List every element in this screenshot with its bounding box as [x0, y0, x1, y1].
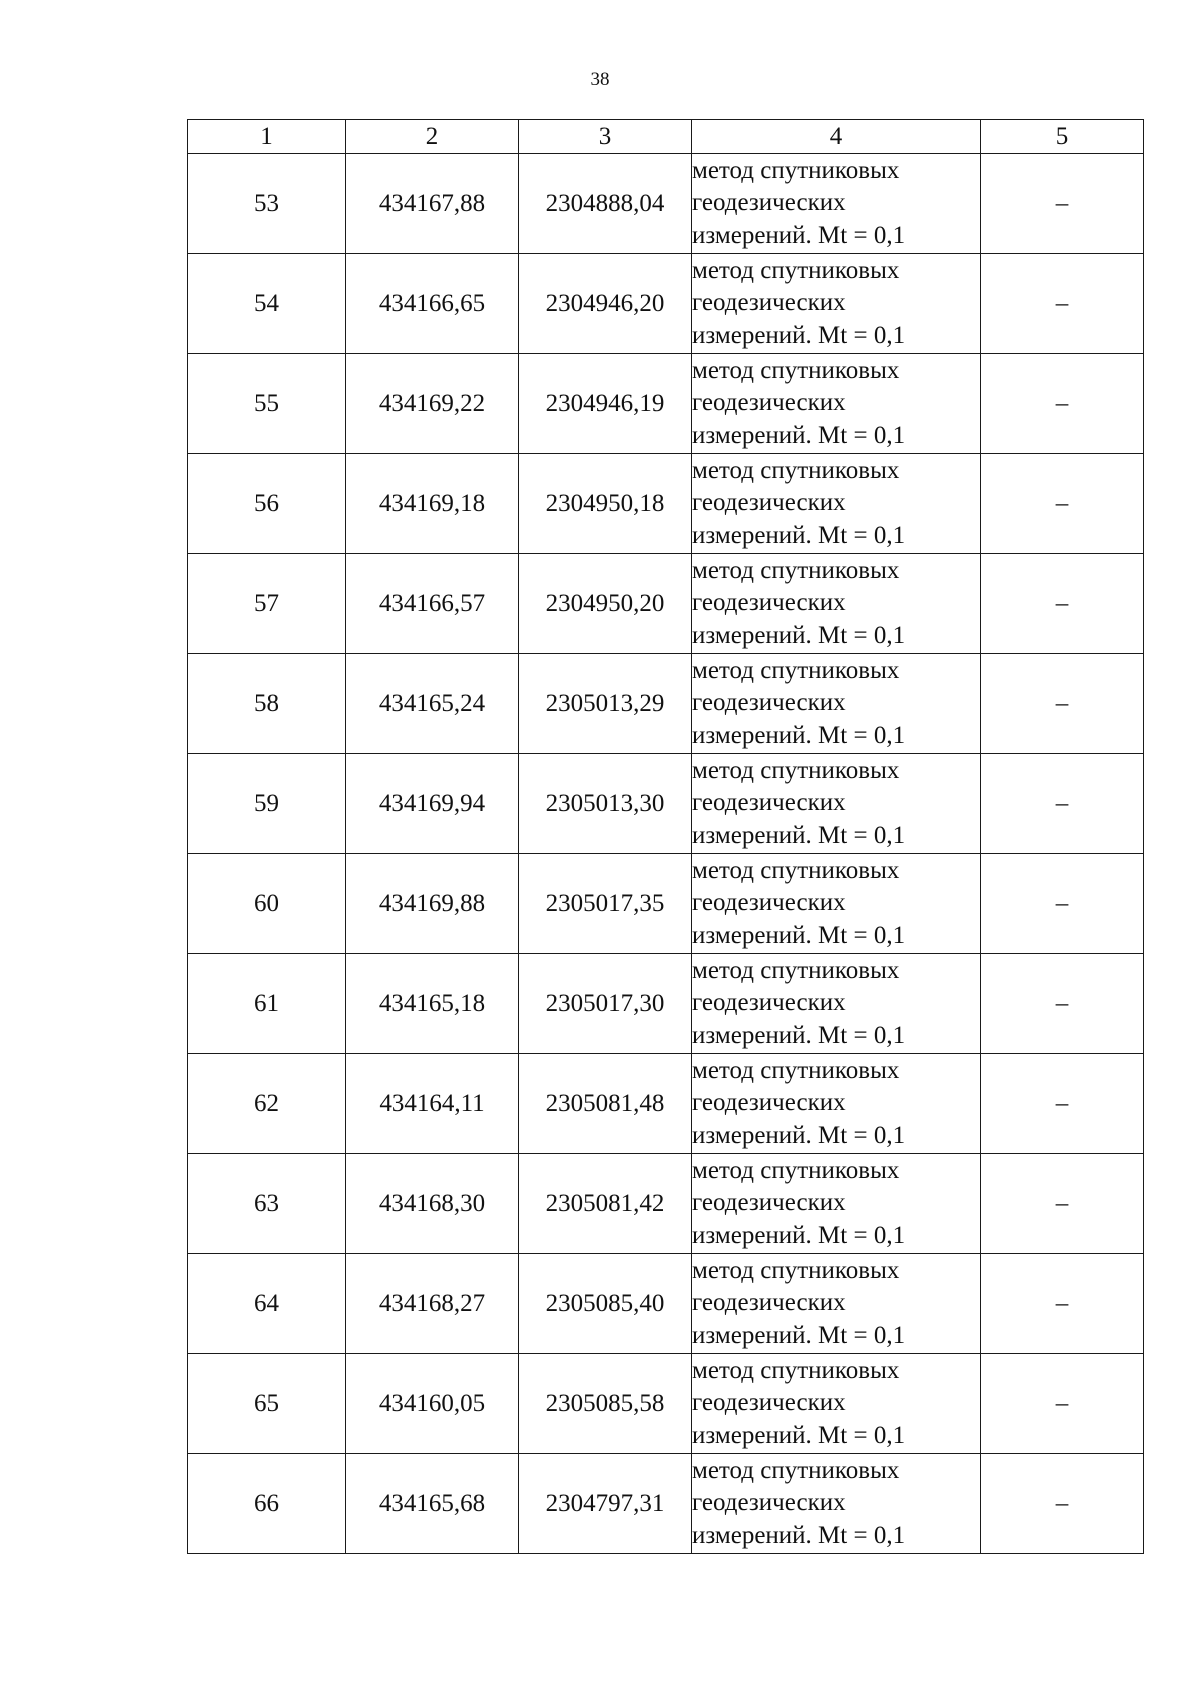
- x-coordinate-cell: 434168,27: [346, 1254, 519, 1354]
- method-cell: [692, 1254, 981, 1354]
- extra-cell: –: [981, 654, 1144, 754]
- method-line: геодезических: [692, 789, 846, 817]
- x-coordinate-cell: 434160,05: [346, 1354, 519, 1454]
- method-cell: [692, 1354, 981, 1454]
- method-cell: [692, 454, 981, 554]
- method-line: измерений. Mt = 0,1: [692, 621, 906, 649]
- y-coordinate-cell: 2305085,58: [519, 1354, 692, 1454]
- method-cell: [692, 354, 981, 454]
- y-coordinate-cell: 2304797,31: [519, 1454, 692, 1554]
- method-cell: [692, 754, 981, 854]
- method-line: геодезических: [692, 689, 846, 717]
- y-coordinate-cell: 2305081,48: [519, 1054, 692, 1154]
- point-number-cell: 53: [188, 154, 346, 254]
- extra-cell: –: [981, 954, 1144, 1054]
- method-line: метод спутниковых: [692, 256, 900, 284]
- method-line: геодезических: [692, 1489, 846, 1517]
- method-line: геодезических: [692, 589, 846, 617]
- method-cell: [692, 154, 981, 254]
- y-coordinate-cell: 2304888,04: [519, 154, 692, 254]
- point-number-cell: 64: [188, 1254, 346, 1354]
- method-line: геодезических: [692, 289, 846, 317]
- x-coordinate-cell: 434166,57: [346, 554, 519, 654]
- method-line: метод спутниковых: [692, 756, 900, 784]
- table-row: [188, 754, 1144, 854]
- column-header-4: 4: [692, 120, 981, 154]
- method-line: геодезических: [692, 389, 846, 417]
- table-body: [188, 154, 1144, 1554]
- extra-cell: –: [981, 1454, 1144, 1554]
- point-number-cell: 57: [188, 554, 346, 654]
- method-line: метод спутниковых: [692, 356, 900, 384]
- table-row: [188, 154, 1144, 254]
- point-number-cell: 62: [188, 1054, 346, 1154]
- x-coordinate-cell: 434169,18: [346, 454, 519, 554]
- y-coordinate-cell: 2305017,30: [519, 954, 692, 1054]
- method-line: измерений. Mt = 0,1: [692, 1421, 906, 1449]
- method-line: измерений. Mt = 0,1: [692, 221, 906, 249]
- point-number-cell: 56: [188, 454, 346, 554]
- method-line: метод спутниковых: [692, 1356, 900, 1384]
- method-line: метод спутниковых: [692, 456, 900, 484]
- method-line: геодезических: [692, 1289, 846, 1317]
- extra-cell: –: [981, 454, 1144, 554]
- method-line: геодезических: [692, 1089, 846, 1117]
- extra-cell: –: [981, 354, 1144, 454]
- column-header-2: 2: [346, 120, 519, 154]
- method-cell: [692, 254, 981, 354]
- method-line: метод спутниковых: [692, 556, 900, 584]
- point-number-cell: 59: [188, 754, 346, 854]
- method-line: геодезических: [692, 989, 846, 1017]
- extra-cell: –: [981, 854, 1144, 954]
- x-coordinate-cell: 434169,88: [346, 854, 519, 954]
- y-coordinate-cell: 2305013,29: [519, 654, 692, 754]
- x-coordinate-cell: 434167,88: [346, 154, 519, 254]
- table-row: [188, 1054, 1144, 1154]
- method-cell: [692, 954, 981, 1054]
- page-number: 38: [590, 69, 610, 90]
- method-line: метод спутниковых: [692, 1456, 900, 1484]
- point-number-cell: 63: [188, 1154, 346, 1254]
- method-line: измерений. Mt = 0,1: [692, 921, 906, 949]
- method-cell: [692, 854, 981, 954]
- x-coordinate-cell: 434165,68: [346, 1454, 519, 1554]
- column-header-3: 3: [519, 120, 692, 154]
- x-coordinate-cell: 434166,65: [346, 254, 519, 354]
- y-coordinate-cell: 2305085,40: [519, 1254, 692, 1354]
- y-coordinate-cell: 2304950,20: [519, 554, 692, 654]
- point-number-cell: 66: [188, 1454, 346, 1554]
- table-header-row: [188, 120, 1144, 154]
- table-row: [188, 1254, 1144, 1354]
- method-line: измерений. Mt = 0,1: [692, 421, 906, 449]
- method-line: метод спутниковых: [692, 856, 900, 884]
- y-coordinate-cell: 2304950,18: [519, 454, 692, 554]
- y-coordinate-cell: 2304946,20: [519, 254, 692, 354]
- method-line: измерений. Mt = 0,1: [692, 1121, 906, 1149]
- method-line: измерений. Mt = 0,1: [692, 721, 906, 749]
- method-cell: [692, 1454, 981, 1554]
- x-coordinate-cell: 434169,94: [346, 754, 519, 854]
- method-line: измерений. Mt = 0,1: [692, 821, 906, 849]
- point-number-cell: 65: [188, 1354, 346, 1454]
- method-line: измерений. Mt = 0,1: [692, 1321, 906, 1349]
- table-row: [188, 354, 1144, 454]
- method-line: метод спутниковых: [692, 156, 900, 184]
- extra-cell: –: [981, 1154, 1144, 1254]
- x-coordinate-cell: 434169,22: [346, 354, 519, 454]
- extra-cell: –: [981, 554, 1144, 654]
- method-line: измерений. Mt = 0,1: [692, 1021, 906, 1049]
- table-row: [188, 254, 1144, 354]
- column-header-5: 5: [981, 120, 1144, 154]
- extra-cell: –: [981, 1054, 1144, 1154]
- method-cell: [692, 654, 981, 754]
- method-line: измерений. Mt = 0,1: [692, 521, 906, 549]
- method-cell: [692, 554, 981, 654]
- method-line: метод спутниковых: [692, 1056, 900, 1084]
- table-row: [188, 454, 1144, 554]
- method-line: геодезических: [692, 1189, 846, 1217]
- y-coordinate-cell: 2304946,19: [519, 354, 692, 454]
- x-coordinate-cell: 434168,30: [346, 1154, 519, 1254]
- table-row: [188, 1154, 1144, 1254]
- table-row: [188, 1354, 1144, 1454]
- method-line: геодезических: [692, 489, 846, 517]
- table-row: [188, 654, 1144, 754]
- point-number-cell: 58: [188, 654, 346, 754]
- method-cell: [692, 1154, 981, 1254]
- method-line: метод спутниковых: [692, 656, 900, 684]
- method-line: геодезических: [692, 889, 846, 917]
- table-row: [188, 554, 1144, 654]
- column-header-1: 1: [188, 120, 346, 154]
- coordinates-table: [187, 119, 1144, 1554]
- x-coordinate-cell: 434165,18: [346, 954, 519, 1054]
- point-number-cell: 54: [188, 254, 346, 354]
- table-row: [188, 1454, 1144, 1554]
- method-line: измерений. Mt = 0,1: [692, 1221, 906, 1249]
- method-line: метод спутниковых: [692, 1256, 900, 1284]
- point-number-cell: 61: [188, 954, 346, 1054]
- method-line: геодезических: [692, 189, 846, 217]
- point-number-cell: 60: [188, 854, 346, 954]
- method-line: измерений. Mt = 0,1: [692, 1521, 906, 1549]
- extra-cell: –: [981, 754, 1144, 854]
- extra-cell: –: [981, 1354, 1144, 1454]
- method-line: геодезических: [692, 1389, 846, 1417]
- y-coordinate-cell: 2305013,30: [519, 754, 692, 854]
- extra-cell: –: [981, 154, 1144, 254]
- method-line: измерений. Mt = 0,1: [692, 321, 906, 349]
- method-line: метод спутниковых: [692, 956, 900, 984]
- y-coordinate-cell: 2305081,42: [519, 1154, 692, 1254]
- method-cell: [692, 1054, 981, 1154]
- y-coordinate-cell: 2305017,35: [519, 854, 692, 954]
- table-row: [188, 854, 1144, 954]
- point-number-cell: 55: [188, 354, 346, 454]
- extra-cell: –: [981, 1254, 1144, 1354]
- table-row: [188, 954, 1144, 1054]
- method-line: метод спутниковых: [692, 1156, 900, 1184]
- extra-cell: –: [981, 254, 1144, 354]
- x-coordinate-cell: 434164,11: [346, 1054, 519, 1154]
- x-coordinate-cell: 434165,24: [346, 654, 519, 754]
